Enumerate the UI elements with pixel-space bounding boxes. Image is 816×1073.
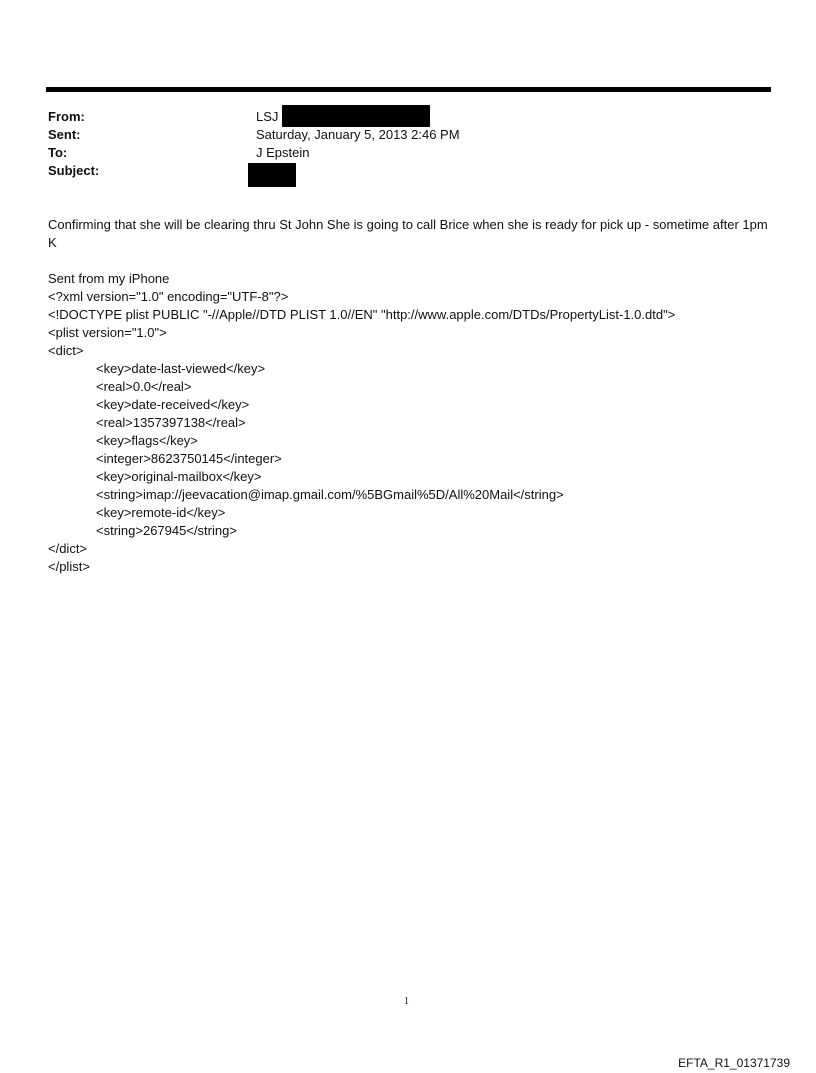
from-value: LSJ <box>256 109 279 124</box>
xml-dict-close-line: </dict> <box>48 541 88 556</box>
dict-line: <string>imap://jeevacation@imap.gmail.com/%5BGmail%5D/All%20Mail</string> <box>96 487 564 502</box>
dict-line: <real>0.0</real> <box>96 379 192 394</box>
dict-line: <key>original-mailbox</key> <box>96 469 262 484</box>
to-label: To: <box>48 145 68 160</box>
bates-number: EFTA_R1_01371739 <box>678 1056 790 1070</box>
dict-line: <key>date-received</key> <box>96 397 250 412</box>
dict-line: <string>267945</string> <box>96 523 237 538</box>
message-text: Confirming that she will be clearing thru St John She is going to call Brice when she is ready for pick up - sometime after 1pm K <box>48 217 768 250</box>
header-rule <box>46 87 771 92</box>
xml-plist-close-line: </plist> <box>48 559 90 574</box>
dict-line: <key>date-last-viewed</key> <box>96 361 266 376</box>
page-number: 1 <box>404 996 409 1007</box>
dict-line: <key>flags</key> <box>96 433 198 448</box>
dict-line: <key>remote-id</key> <box>96 505 226 520</box>
from-label: From: <box>48 109 85 124</box>
signature: Sent from my iPhone <box>48 271 170 286</box>
sent-value: Saturday, January 5, 2013 2:46 PM <box>256 127 460 142</box>
sent-label: Sent: <box>48 127 81 142</box>
redaction-box <box>248 163 296 187</box>
xml-header-line: <?xml version="1.0" encoding="UTF-8"?> <box>48 289 289 304</box>
to-value: J Epstein <box>256 145 310 160</box>
email-body <box>48 216 773 576</box>
xml-doctype-line: <!DOCTYPE plist PUBLIC "-//Apple//DTD PLIST 1.0//EN" "http://www.apple.com/DTDs/PropertyList-1.0.dtd"> <box>48 307 676 322</box>
subject-label: Subject: <box>48 163 100 178</box>
dict-line: <integer>8623750145</integer> <box>96 451 282 466</box>
xml-plist-open-line: <plist version="1.0"> <box>48 325 167 340</box>
xml-dict-open-line: <dict> <box>48 343 84 358</box>
dict-line: <real>1357397138</real> <box>96 415 246 430</box>
redaction-box <box>282 105 430 127</box>
